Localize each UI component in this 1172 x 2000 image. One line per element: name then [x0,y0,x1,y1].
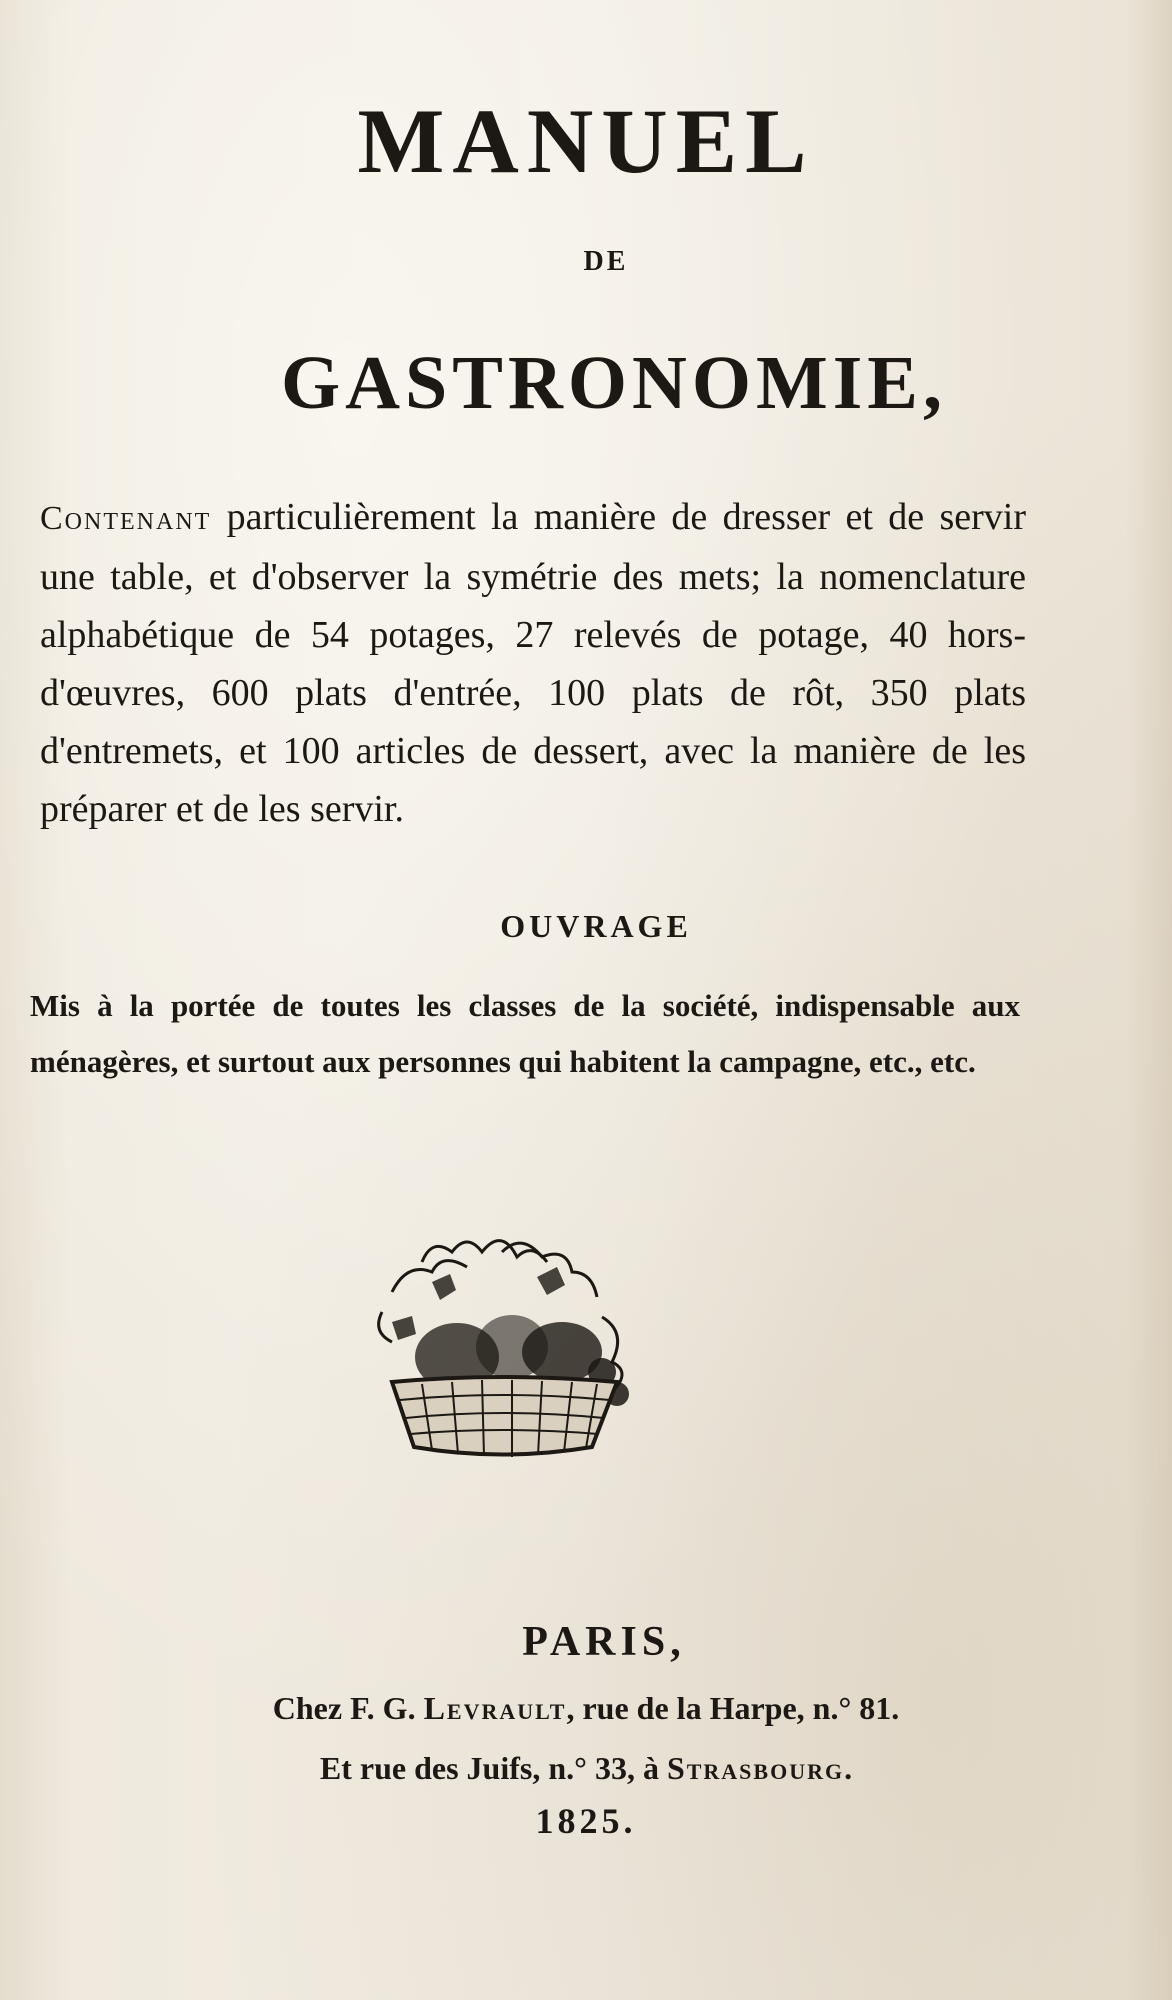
publisher-prefix: Chez F. G. [272,1690,416,1726]
second-address-line [0,1738,1172,1798]
work-heading: OUVRAGE [500,908,692,944]
description-lead: Contenant [40,500,212,537]
publisher-line [0,1678,1172,1738]
work-purpose: Mis à la portée de toutes les classes de la société, indispensable aux ménagères, et surtout aux personnes qui habitent la campagne, etc., etc. [30,988,1020,1079]
description-text: particulièrement la manière de dresser et de servir une table, et d'observer la symétrie des mets; la nomenclature alphabétique de 54 potages, 27 relevés de potage, 40 hors-d'œuvres, 600 plats d'entrée, 100 plats de rôt, 350 plats d'entremets, et 100 articles de dessert, avec la manière de les préparer et de les servir. [40,496,1026,830]
publication-year: 1825. [535,1801,637,1841]
imprint-city: PARIS, [522,1619,686,1665]
book-title: MANUEL [357,90,815,192]
publisher-name: Levrault [423,1690,567,1726]
publisher-address: , rue de la Harpe, n.° 81. [566,1690,900,1726]
second-address-prefix: Et rue des Juifs, n.° 33, à [319,1750,659,1786]
publisher-info [0,1678,1172,1798]
fruit-basket-icon [352,1222,652,1472]
second-address-city: Strasbourg [666,1750,845,1786]
contents-description [40,488,1026,838]
title-connector: DE [583,246,629,277]
second-address-suffix: . [844,1750,853,1786]
book-subject: GASTRONOMIE, [281,341,947,425]
